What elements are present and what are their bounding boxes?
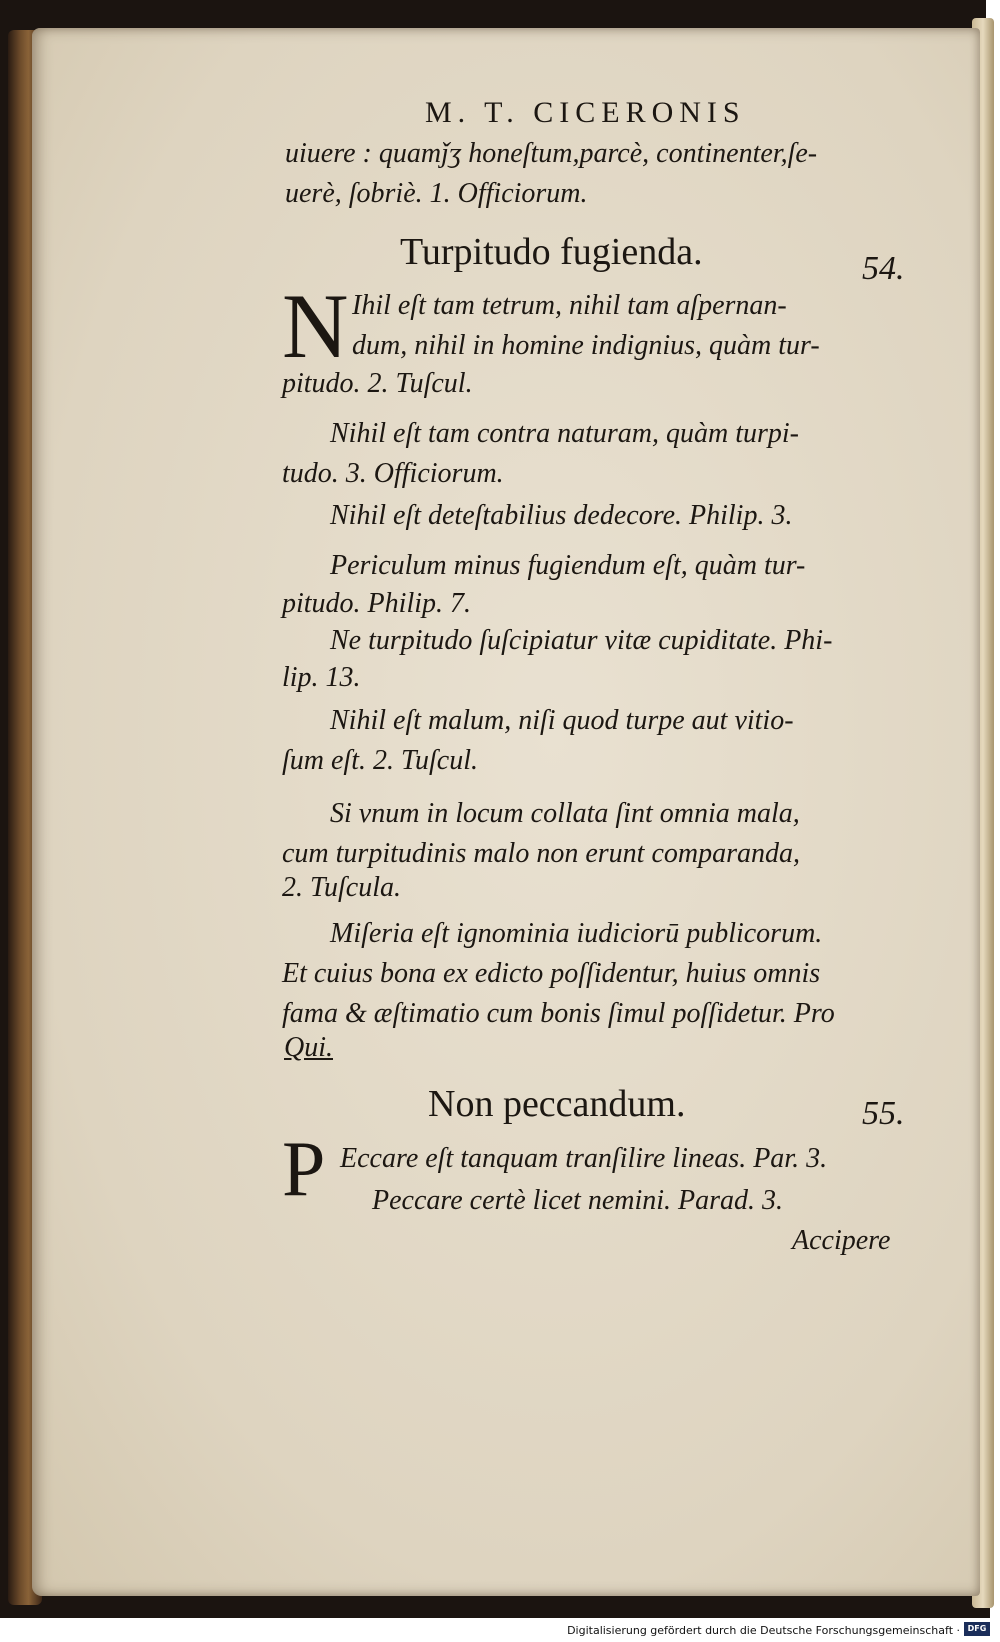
text-line: Et cuius bona ex edicto poſſidentur, huius omnis [282,958,821,989]
text-line: Eccare eſt tanquam tranſilire lineas. Par. 3. [340,1143,828,1174]
dfg-logo: DFG [964,1622,990,1636]
section-heading: Turpitudo fugienda. [400,231,703,273]
footer-credit: Digitalisierung gefördert durch die Deutsche Forschungsgemeinschaft · [567,1624,960,1637]
text-line: 2. Tuſcula. [282,872,402,903]
text-line: Nihil eſt deteſtabilius dedecore. Philip. 3. [330,500,793,531]
text-line: fama & æſtimatio cum bonis ſimul poſſidetur. Pro [282,998,835,1029]
text-line: Si vnum in locum collata ſint omnia mala, [330,798,800,829]
intro-line: uiuere : quamǰʒ honeſtum,parcè, continenter,ſe- [285,138,818,169]
section-number: 55. [862,1095,905,1132]
corner [986,0,1000,18]
text-line: Miſeria eſt ignominia iudiciorū publicorum. [330,918,823,949]
text-line: pitudo. Philip. 7. [282,588,471,619]
drop-initial: N [282,275,349,377]
text-line: Nihil eſt malum, niſi quod turpe aut vitio- [330,705,794,736]
running-head: M. T. CICERONIS [425,96,746,129]
text-line: Peccare certè licet nemini. Parad. 3. [372,1185,784,1216]
text-line: Ihil eſt tam tetrum, nihil tam aſpernan- [352,290,787,321]
text-line: Qui. [284,1032,333,1063]
drop-initial: P [282,1125,326,1212]
catchword: Accipere [792,1225,891,1256]
section-heading: Non peccandum. [428,1083,686,1125]
text-line: cum turpitudinis malo non erunt comparanda, [282,838,800,869]
section-number: 54. [862,250,905,287]
text-line: dum, nihil in homine indignius, quàm tur- [352,330,820,361]
text-line: lip. 13. [282,662,361,693]
text-line: Nihil eſt tam contra naturam, quàm turpi- [330,418,799,449]
text-line: pitudo. 2. Tuſcul. [282,368,473,399]
text-line: Periculum minus fugiendum eſt, quàm tur- [330,550,806,581]
text-line: tudo. 3. Officiorum. [282,458,504,489]
text-line: Ne turpitudo ſuſcipiatur vitæ cupiditate. Phi- [330,625,833,656]
text-line: ſum eſt. 2. Tuſcul. [282,745,478,776]
intro-line: uerè, ſobriè. 1. Officiorum. [285,178,588,209]
